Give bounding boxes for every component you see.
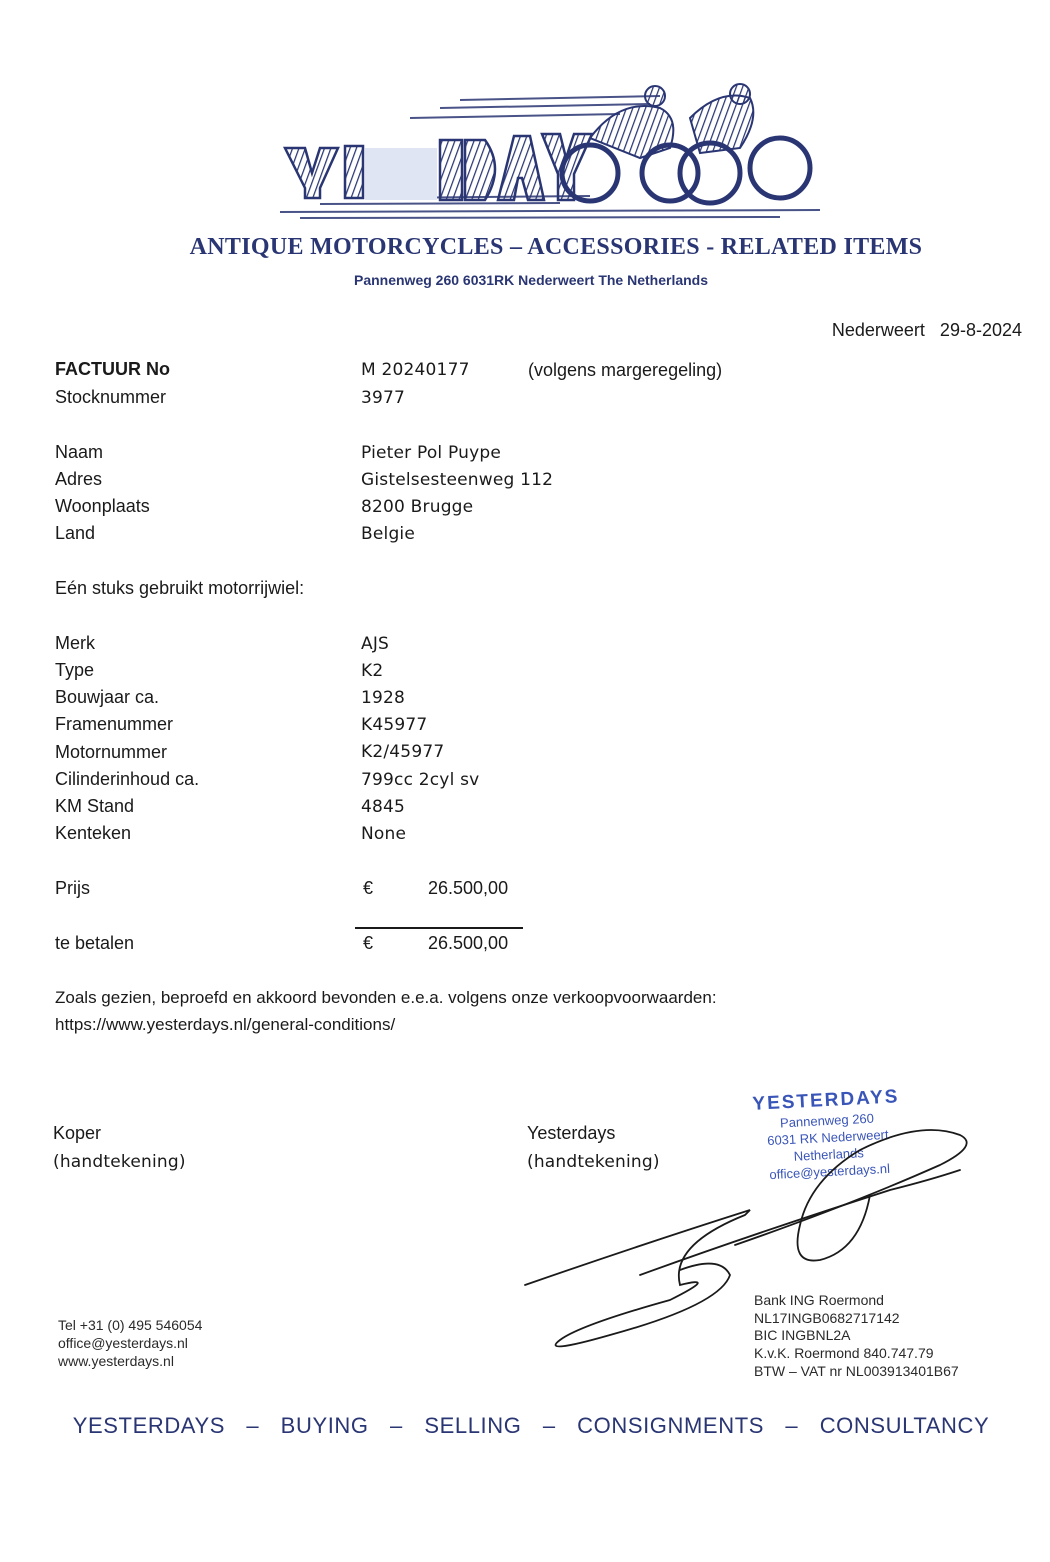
build-year-label: Bouwjaar ca. [55, 687, 160, 707]
terms-statement: Zoals gezien, beproefd en akkoord bevonden e.e.a. volgens onze verkoopvoorwaarden: [55, 988, 717, 1007]
seller-signature [520, 1125, 980, 1355]
stamp-email: office@yesterdays.nl [769, 1160, 891, 1183]
invoice-number-label: FACTUUR No [55, 359, 170, 379]
customer-country-label: Land [55, 523, 96, 543]
stamp-street: Pannenweg 260 [779, 1110, 875, 1131]
seller-signature-hint: (handtekening) [527, 1152, 660, 1172]
footer-email[interactable]: office@yesterdays.nl [58, 1335, 188, 1351]
displacement-label: Cilinderinhoud ca. [55, 769, 200, 789]
mileage-value: 4845 [361, 797, 406, 817]
stock-number-value: 3977 [361, 388, 406, 408]
engine-number-value: K2/45977 [361, 742, 445, 762]
customer-city-value: 8200 Brugge [361, 497, 474, 517]
item-intro: Eén stuks gebruikt motorrijwiel: [55, 578, 305, 598]
total-currency: € [363, 933, 374, 953]
bank-bic: BIC INGBNL2A [754, 1327, 851, 1343]
type-label: Type [55, 660, 95, 680]
footer-phone: Tel +31 (0) 495 546054 [58, 1317, 203, 1333]
type-value: K2 [361, 661, 384, 681]
customer-name-label: Naam [55, 442, 104, 462]
total-label: te betalen [55, 933, 135, 953]
build-year-value: 1928 [361, 688, 406, 708]
seller-label: Yesterdays [527, 1123, 616, 1143]
customer-name-value: Pieter Pol Puype [361, 443, 501, 463]
buyer-signature-hint: (handtekening) [53, 1152, 186, 1172]
customer-country-value: Belgie [361, 524, 416, 544]
stamp-country: Netherlands [793, 1145, 865, 1164]
company-address: Pannenweg 260 6031RK Nederweert The Netherlands [353, 272, 709, 288]
company-logo [260, 78, 840, 228]
customer-address-value: Gistelsesteenweg 112 [361, 470, 554, 490]
stock-number-label: Stocknummer [55, 387, 167, 407]
invoice-number-value: M 20240177 [361, 360, 470, 380]
frame-number-value: K45977 [361, 715, 428, 735]
vat-number: BTW – VAT nr NL003913401B67 [754, 1363, 959, 1379]
engine-number-label: Motornummer [55, 742, 168, 762]
price-label: Prijs [55, 878, 90, 898]
stamp-city: 6031 RK Nederweert [766, 1126, 889, 1149]
buyer-label: Koper [53, 1123, 102, 1143]
frame-number-label: Framenummer [55, 714, 174, 734]
license-plate-value: None [361, 824, 407, 844]
brand-value: AJS [361, 634, 390, 654]
company-tagline: ANTIQUE MOTORCYCLES – ACCESSORIES - RELATED ITEMS [189, 234, 923, 260]
terms-link[interactable]: https://www.yesterdays.nl/general-conditions/ [55, 1015, 396, 1034]
footer-website[interactable]: www.yesterdays.nl [58, 1353, 174, 1369]
customer-address-label: Adres [55, 469, 103, 489]
margin-scheme-note: (volgens margeregeling) [528, 360, 723, 380]
price-amount: 26.500,00 [428, 878, 509, 898]
brand-label: Merk [55, 633, 95, 653]
price-currency: € [363, 878, 374, 898]
total-amount: 26.500,00 [428, 933, 509, 953]
bank-iban: NL17INGB0682717142 [754, 1310, 900, 1326]
stamp-name: YESTERDAYS [751, 1086, 900, 1115]
displacement-value: 799cc 2cyl sv [361, 770, 480, 790]
mileage-label: KM Stand [55, 796, 135, 816]
footer-slogan: YESTERDAYS – BUYING – SELLING – CONSIGNMENTS – CONSULTANCY [72, 1413, 990, 1438]
place-date: Nederweert 29-8-2024 [831, 320, 1022, 340]
license-plate-label: Kenteken [55, 823, 132, 843]
bank-name: Bank ING Roermond [754, 1292, 884, 1308]
customer-city-label: Woonplaats [55, 496, 150, 516]
chamber-of-commerce: K.v.K. Roermond 840.747.79 [754, 1345, 934, 1361]
total-divider [355, 927, 523, 929]
